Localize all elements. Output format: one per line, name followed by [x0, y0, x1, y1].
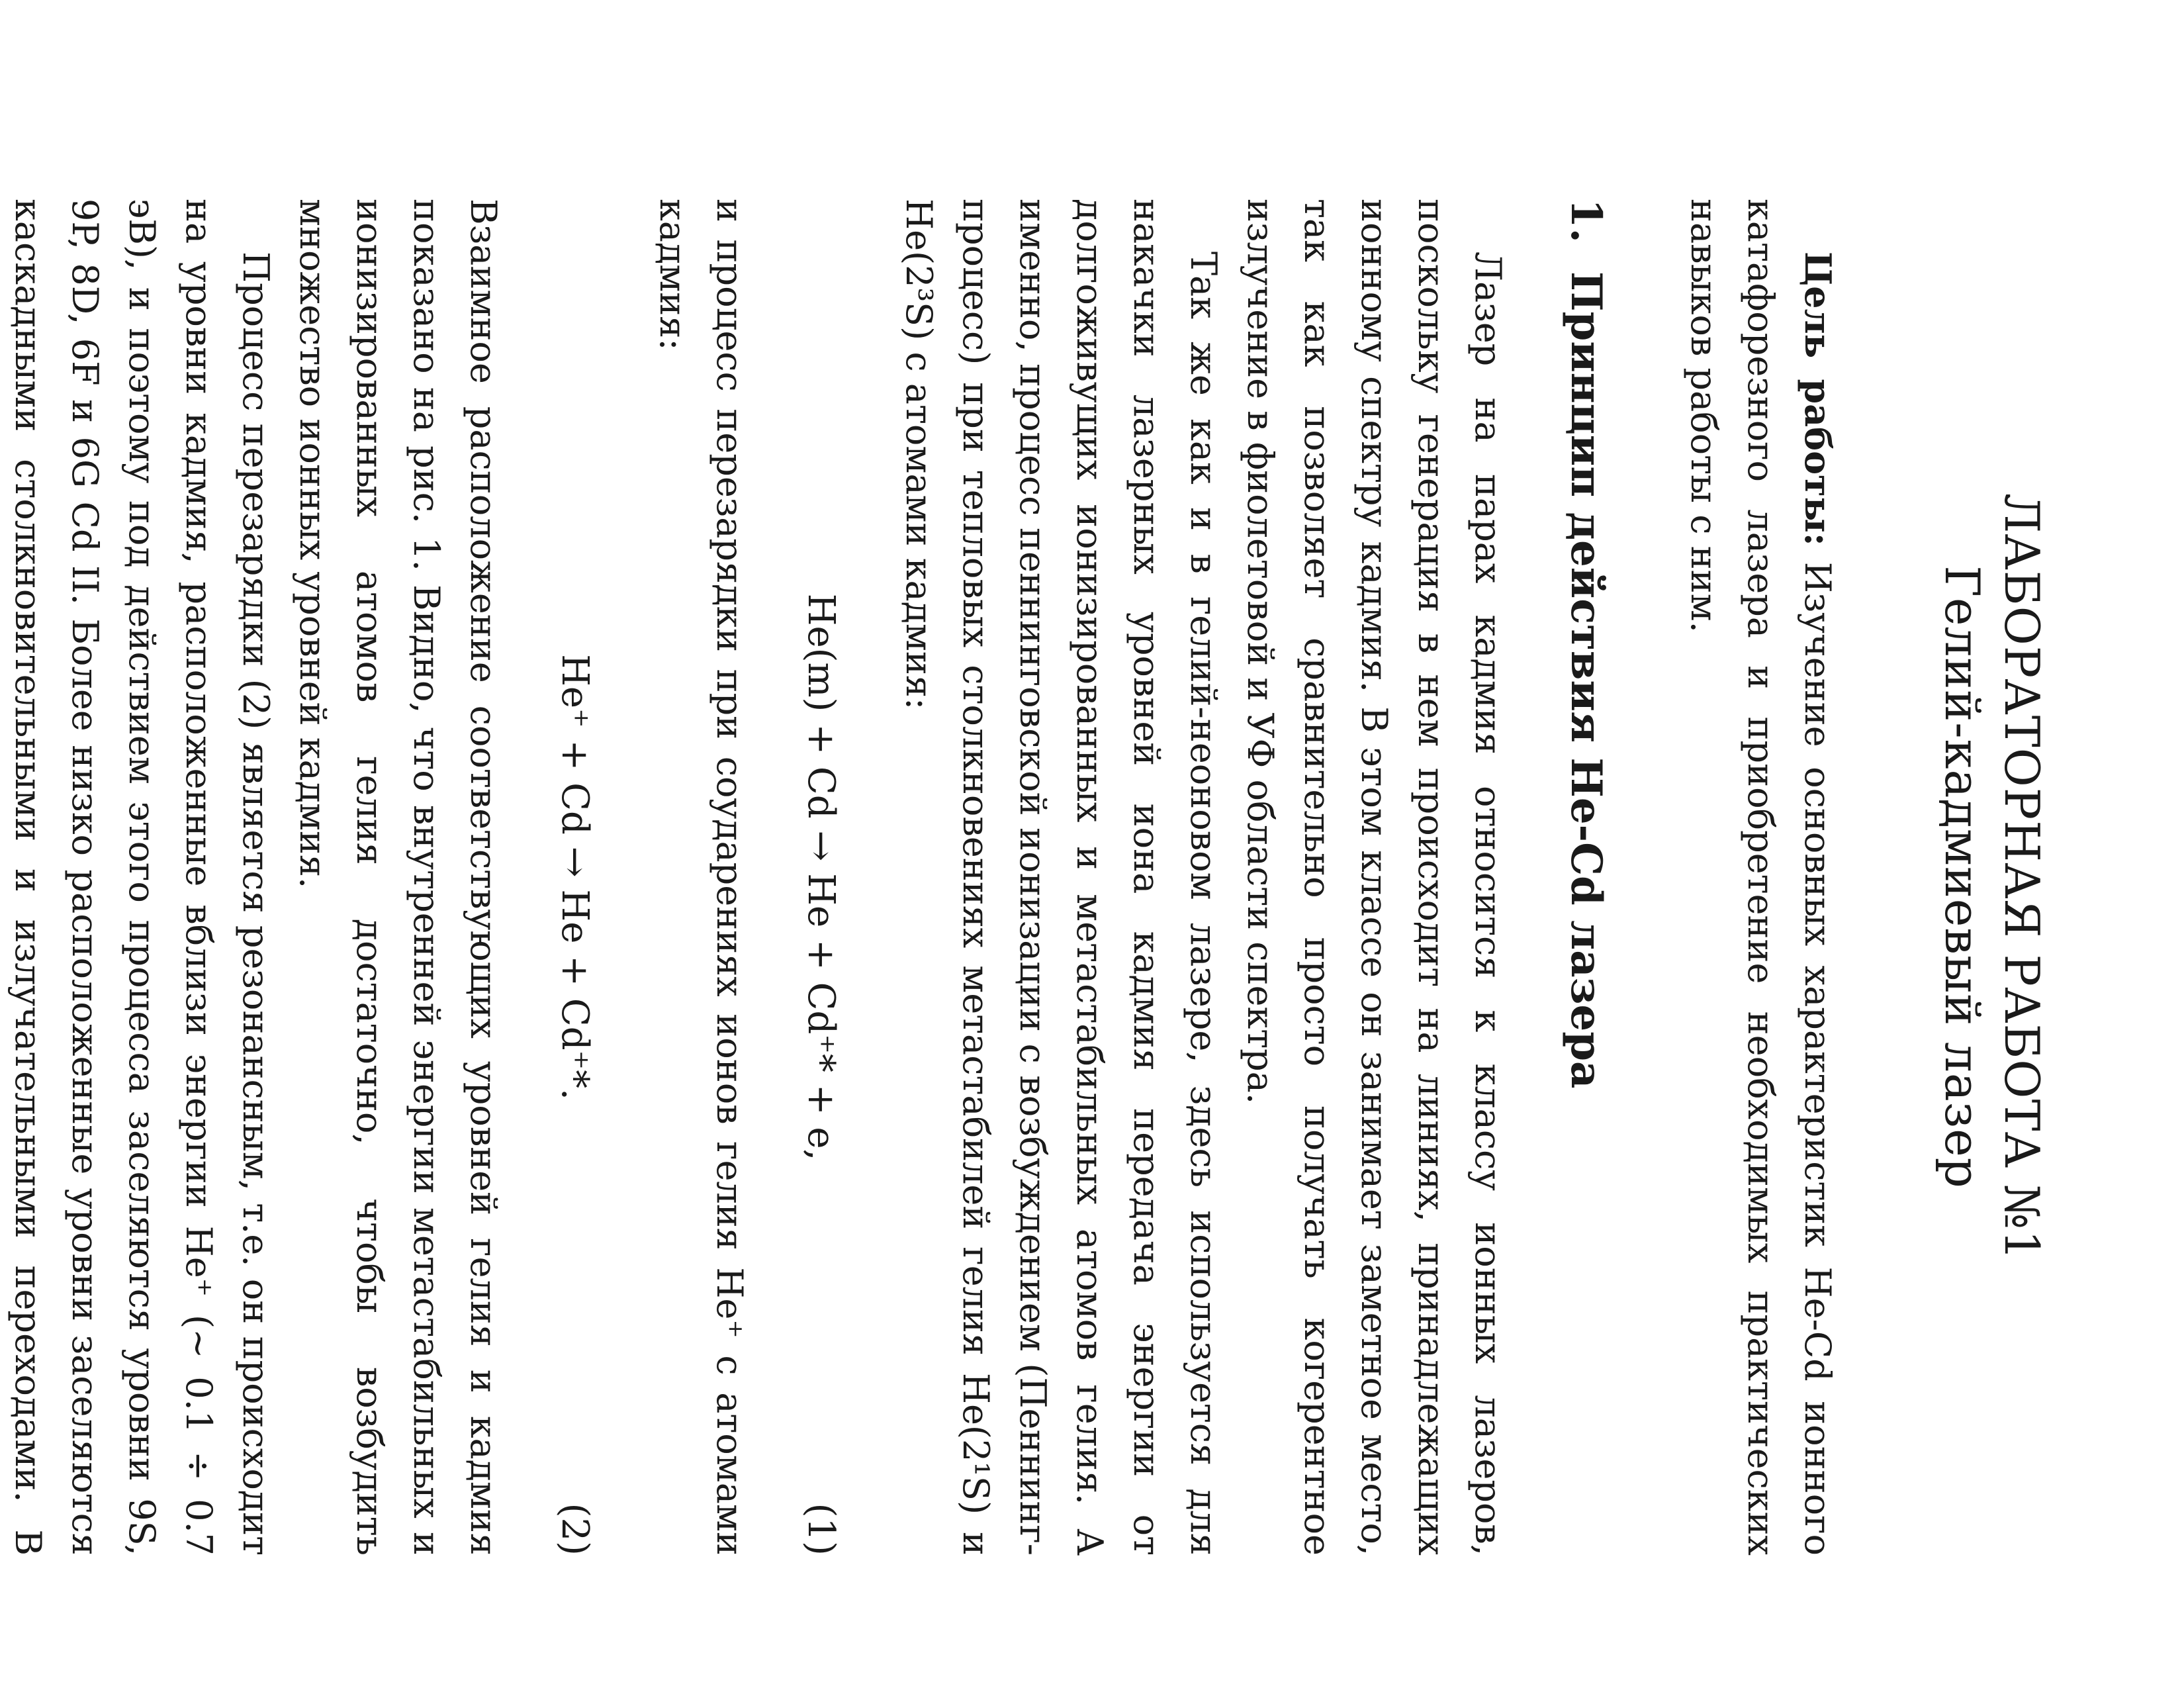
equation-2-body: He⁺ + Cd → He + Cd⁺*. [553, 654, 596, 1100]
equation-1-body: He(m) + Cd → He + Cd⁺* + e, [799, 593, 842, 1161]
page-content [0, 199, 2052, 1556]
goal-text: Изучение основных характеристик He-Cd ионного катафорезного лазера и приобретение необходимых практических навыков работы с ним. [1683, 199, 1839, 1556]
paragraph-2: Так же как и в гелий-неоновом лазере, здесь используется для накачки лазерных уровней иона кадмия передача энергии от долгоживущих ионизированных и метастабильных атомов гелия. А именно, процесс пеннинговской ионизации с возбуждением (Пеннинг-процесс) при тепловых столкновениях метастабилей гелия He(2¹S) и He(2³S) с атомами кадмия: [898, 199, 1224, 1556]
paragraph-4: Взаимное расположение соответствующих уровней гелия и кадмия показано на рис. 1. Видно, что внутренней энергии метастабильных и ионизированных атомов гелия достаточно, чтобы возбудить множество ионных уровней кадмия. [292, 199, 504, 1556]
equation-1 [791, 199, 850, 1556]
goal-paragraph [1675, 199, 1846, 1556]
section-title: Принцип действия He-Cd лазера [1561, 271, 1611, 1089]
section-number: 1. [1561, 199, 1611, 243]
lab-subtitle: Гелий-кадмиевый лазер [1934, 565, 1990, 1189]
lab-title: ЛАБОРАТОРНАЯ РАБОТА №1 [1994, 493, 2050, 1261]
goal-label: Цель работы: [1797, 252, 1839, 546]
paragraph-1: Лазер на парах кадмия относится к классу ионных лазеров, поскольку генерация в нем происходит на линиях, принадлежащих ионному спектру кадмия. В этом классе он занимает заметное место, так как позволяет сравнительно просто получать когерентное излучение в фиолетовой и УФ области спектра. [1240, 199, 1509, 1556]
equation-2-number: (2) [553, 1503, 596, 1556]
equation-2 [545, 199, 604, 1556]
paragraph-3: и процесс перезарядки при соударениях ионов гелия He⁺ с атомами кадмия: [652, 199, 751, 1556]
paragraph-5: Процесс перезарядки (2) является резонансным, т.е. он происходит на уровни кадмия, расположенные вблизи энергии He⁺ (∼ 0.1 ÷ 0.7 эВ), и поэтому под действием этого процесса заселяются уровни 9S, 9P, 8D, 6F и 6G Cd II. Более низко расположенные уровни заселяются каскадными столкновительными и излучательными переходами. В [7, 199, 277, 1556]
equation-1-number: (1) [799, 1503, 842, 1556]
section-heading [1556, 199, 1615, 1556]
